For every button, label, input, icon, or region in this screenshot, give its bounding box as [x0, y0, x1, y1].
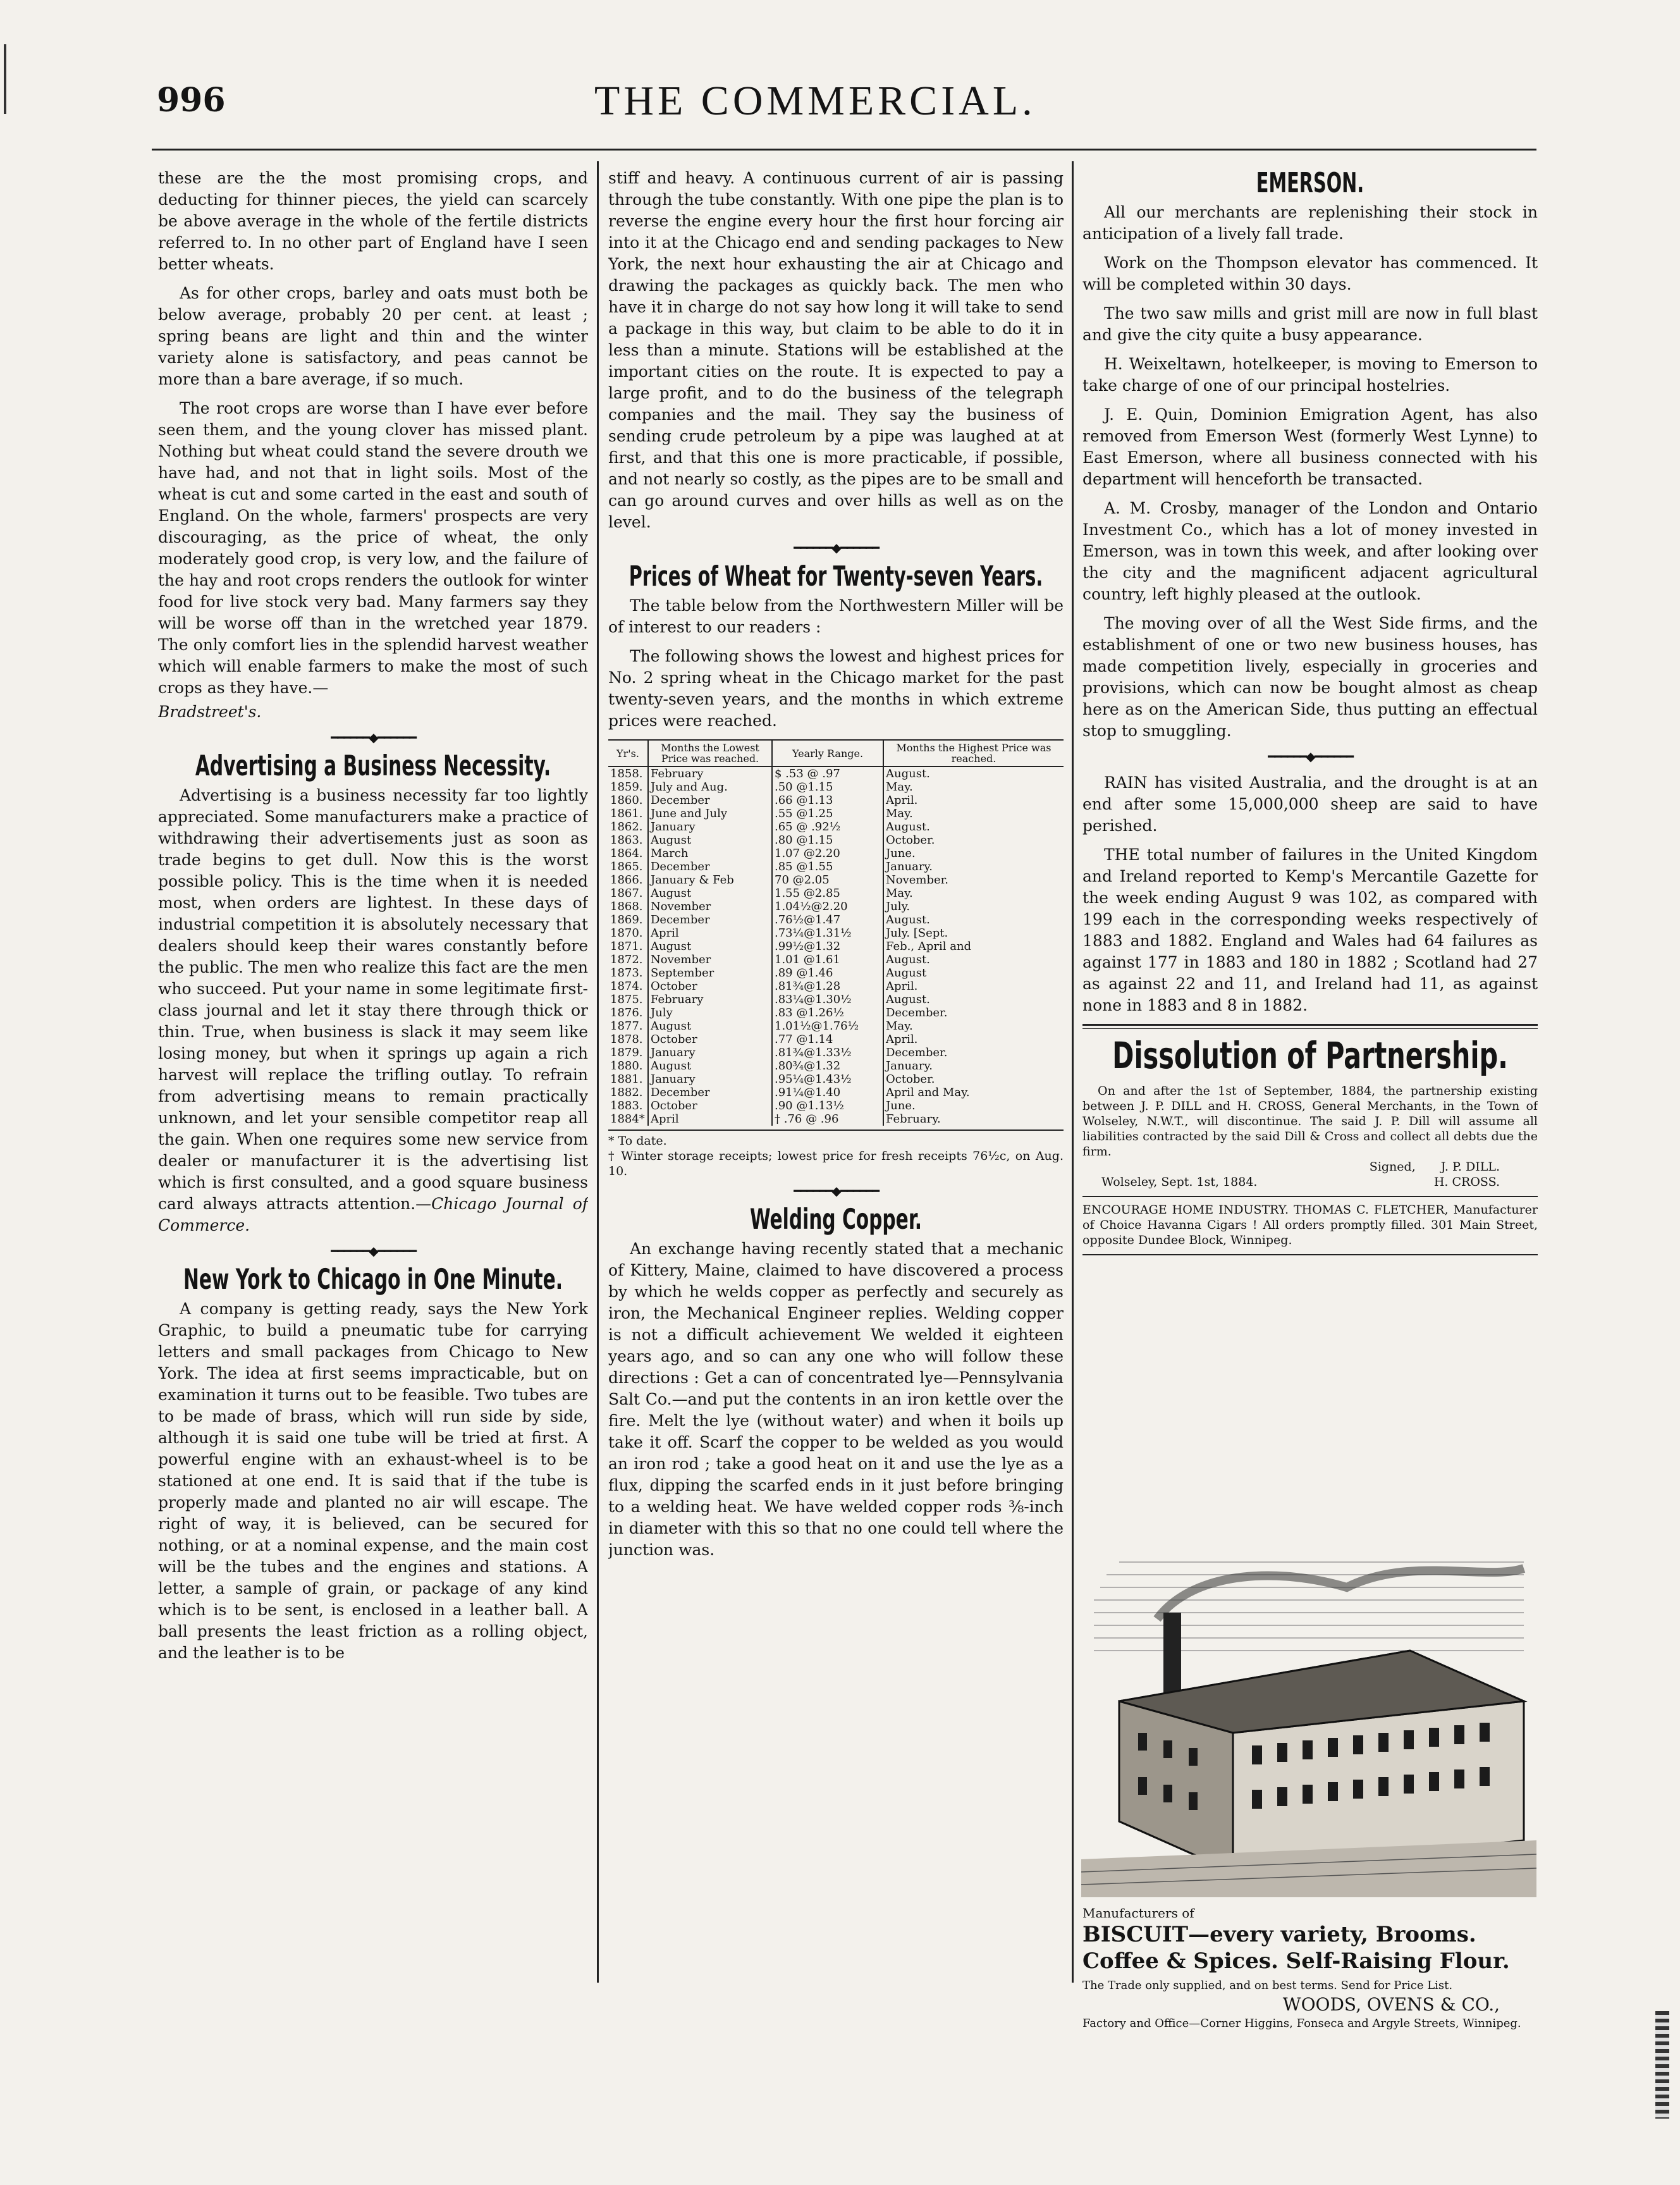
table-cell: June. [883, 1099, 1064, 1112]
table-cell: January & Feb [648, 873, 772, 887]
paragraph: The following shows the lowest and highest prices for No. 2 spring wheat in the Chicago market for the past twenty-seven years, and the months in which extreme prices were reached. [608, 647, 1064, 730]
trade-terms: The Trade only supplied, and on best terms. Send for Price List. [1082, 1979, 1453, 1992]
place-date: Wolseley, Sept. 1st, 1884. [1101, 1175, 1258, 1189]
table-cell: .89 @1.46 [772, 966, 883, 980]
table-cell: 1870. [610, 926, 643, 940]
table-cell: 1860. [610, 794, 643, 807]
paragraph: H. Weixeltawn, hotelkeeper, is moving to Emerson to take charge of one of our principal hostelries. [1082, 355, 1538, 395]
table-cell: 1866. [610, 873, 643, 887]
table-cell: October [648, 1099, 772, 1112]
table-cell: April. [883, 1033, 1064, 1046]
table-cell: .66 @1.13 [772, 794, 883, 807]
ad-divider [1082, 1254, 1538, 1255]
table-row [608, 873, 1064, 887]
table-cell: January. [883, 1059, 1064, 1073]
table-cell: 1875. [610, 993, 643, 1006]
table-cell: February [648, 993, 772, 1006]
table-cell: .80 @1.15 [772, 834, 883, 847]
table-cell: April. [883, 794, 1064, 807]
table-row [608, 834, 1064, 847]
table-cell: 1871. [610, 940, 643, 953]
paragraph-text: Advertising is a business necessity far too lightly appreciated. Some manufacturers make a practice of withdrawing their advertisements just as soon as trade begins to get dull. Now this is the worst possible policy. This is the time when it is needed most, when orders are lightest. In these days of industrial competition it is absolutely necessary that dealers should keep their wares constantly before the public. The men who realize this fact are the men who succeed. Put your name in some legitimate first-class journal and let it stay there through thick or thin. True, when business is slack it may seem like losing money, but when it springs up again a rich harvest will replace the trifling outlay. To refrain from advertising means to remain practically unknown, and let your sensible competitor reap all the gain. When one requires some new service from dealer or manufacturer it is the advertising list which is first consulted, and a good square business card always attracts attention.— [158, 786, 588, 1213]
table-row [608, 940, 1064, 953]
table-row [608, 980, 1064, 993]
table-cell: 1865. [610, 860, 643, 873]
table-cell: November. [883, 873, 1064, 887]
table-cell: December. [883, 1006, 1064, 1019]
page-title: THE COMMERCIAL. [594, 78, 1036, 124]
signature-cross: H. CROSS. [1433, 1175, 1500, 1189]
table-cell: December [648, 860, 772, 873]
table-row [608, 1059, 1064, 1073]
table-cell: 1869. [610, 913, 643, 926]
heading-emerson: EMERSON. [1256, 168, 1364, 199]
table-cell: .95¼@1.43½ [772, 1073, 883, 1086]
table-cell: December [648, 913, 772, 926]
table-cell: April [648, 926, 772, 940]
table-row [608, 1006, 1064, 1019]
table-cell: January [648, 820, 772, 834]
table-cell: November [648, 953, 772, 966]
header-rule [152, 149, 1536, 151]
table-cell: August [648, 834, 772, 847]
table-cell: 1882. [610, 1086, 643, 1099]
ornamental-rule: ━━━━━━◆━━━━━━ [331, 730, 415, 745]
paragraph: The two saw mills and grist mill are now in full blast and give the city quite a busy appearance. [1082, 304, 1538, 344]
paragraph [158, 785, 588, 1236]
firm-name: WOODS, OVENS & CO., [1282, 1994, 1500, 2015]
paragraph: A. M. Crosby, manager of the London and Ontario Investment Co., which has a lot of money invested in Emerson, was in town this week, and after looking over the city and the magnificent adjacent agricultural country, left highly pleased at the outlook. [1082, 499, 1538, 603]
table-row [608, 1086, 1064, 1099]
table-cell: 1876. [610, 1006, 643, 1019]
column-2 [608, 168, 1064, 1976]
table-row [608, 926, 1064, 940]
table-header-row [608, 740, 1064, 766]
heading-advertising: Advertising a Business Necessity. [195, 749, 551, 782]
table-cell: .81¾@1.33½ [772, 1046, 883, 1059]
table-cell: August. [883, 993, 1064, 1006]
table-cell: .65 @ .92½ [772, 820, 883, 834]
table-cell: June. [883, 847, 1064, 860]
table-cell: 1.07 @2.20 [772, 847, 883, 860]
table-cell: January [648, 1046, 772, 1059]
table-cell: 1859. [610, 780, 643, 794]
table-cell: .83¼@1.30½ [772, 993, 883, 1006]
table-body [608, 766, 1064, 1126]
paragraph: THE total number of failures in the United Kingdom and Ireland reported to Kemp's Mercantile Gazette for the week ending August 9 was 102, as compared with 199 each in the corresponding weeks respectively of 1883 and 1882. England and Wales had 64 failures as against 177 in 1883 and 180 in 1882 ; Scotland had 27 as against 22 and 11, and Ireland had 11, as against none in 1883 and 8 in 1882. [1082, 846, 1538, 1014]
table-footnote: * To date. [608, 1129, 1064, 1148]
table-cell: July. [Sept. [883, 926, 1064, 940]
table-cell: 1881. [610, 1073, 643, 1086]
firm-address: Factory and Office—Corner Higgins, Fonseca and Argyle Streets, Winnipeg. [1082, 2017, 1521, 2030]
table-row [608, 860, 1064, 873]
table-cell: February. [883, 1112, 1064, 1126]
ad-signature-line [1082, 1159, 1538, 1174]
table-row [608, 807, 1064, 820]
table-cell: 1.01 @1.61 [772, 953, 883, 966]
table-row [608, 953, 1064, 966]
table-row [608, 1019, 1064, 1033]
paragraph: A company is getting ready, says the New York Graphic, to build a pneumatic tube for carrying letters and small packages from Chicago to New York. The idea at first seems impracticable, but on examination it turns out to be feasible. Two tubes are to be made of brass, which will run side by side, although it is said one tube will be tried at first. A powerful engine with an exhaust-wheel is to be stationed at one end. It is said that if the tube is properly made and planted no air will escape. The right of way, it is believed, can be secured for nothing, or at a nominal expense, and the main cost will be the tubes and the engines and stations. A letter, a sample of grain, or package of any kind which is to be sent, is enclosed in a leather ball. A ball presents the least friction as a rolling object, and the leather is to be [158, 1300, 588, 1662]
page-number: 996 [157, 81, 226, 120]
paragraph: All our merchants are replenishing their stock in anticipation of a lively fall trade. [1082, 203, 1538, 243]
table-row [608, 1112, 1064, 1126]
heading-wheat-prices: Prices of Wheat for Twenty-seven Years. [628, 560, 1043, 593]
table-cell: July and Aug. [648, 780, 772, 794]
table-cell: .73¼@1.31½ [772, 926, 883, 940]
table-cell: .55 @1.25 [772, 807, 883, 820]
table-cell: August [648, 1019, 772, 1033]
table-cell: March [648, 847, 772, 860]
product-line-2: Coffee & Spices. Self-Raising Flour. [1082, 1948, 1510, 1974]
table-cell: 1867. [610, 887, 643, 900]
ad-home-industry: ENCOURAGE HOME INDUSTRY. THOMAS C. FLETCHER, Manufacturer of Choice Havanna Cigars ! All orders promptly filled. 301 Main Street, opposite Dundee Block, Winnipeg. [1082, 1203, 1538, 1247]
table-row [608, 1073, 1064, 1086]
ad-dissolution-title: Dissolution of Partnership. [1112, 1034, 1508, 1077]
table-cell: December [648, 1086, 772, 1099]
table-cell: October. [883, 1073, 1064, 1086]
table-cell: August [648, 940, 772, 953]
table-cell: October [648, 1033, 772, 1046]
table-row [608, 1033, 1064, 1046]
paragraph: Work on the Thompson elevator has commenced. It will be completed within 30 days. [1082, 254, 1538, 293]
table-cell: April and May. [883, 1086, 1064, 1099]
paragraph: these are the the most promising crops, and deducting for thinner pieces, the yield can scarcely be above average in the whole of the fertile districts referred to. In no other part of England have I seen better wheats. [158, 169, 588, 273]
factory-illustration [1081, 1543, 1536, 1897]
ornamental-rule: ━━━━━━◆━━━━━━ [794, 1183, 878, 1198]
table-cell: August. [883, 766, 1064, 780]
table-cell: October. [883, 834, 1064, 847]
table-cell: September [648, 966, 772, 980]
table-cell: 1.55 @2.85 [772, 887, 883, 900]
table-cell: 1861. [610, 807, 643, 820]
table-cell: 1858. [610, 767, 643, 780]
table-cell: 1872. [610, 953, 643, 966]
table-cell: 1877. [610, 1019, 643, 1033]
paragraph: The table below from the Northwestern Miller will be of interest to our readers : [608, 596, 1064, 636]
table-cell: .81¾@1.28 [772, 980, 883, 993]
table-cell: .85 @1.55 [772, 860, 883, 873]
table-cell: 1868. [610, 900, 643, 913]
left-edge-mark [4, 44, 6, 114]
table-cell: November [648, 900, 772, 913]
table-row [608, 820, 1064, 834]
table-cell: August. [883, 953, 1064, 966]
source-text: Bradstreet's. [158, 703, 262, 721]
table-row [608, 780, 1064, 794]
table-row [608, 1046, 1064, 1059]
table-cell: February [648, 766, 772, 780]
ornamental-rule: ━━━━━━◆━━━━━━ [1268, 749, 1352, 764]
table-cell: 1.04½@2.20 [772, 900, 883, 913]
table-cell: 1873. [610, 966, 643, 980]
table-cell: 1879. [610, 1046, 643, 1059]
paragraph: RAIN has visited Australia, and the drought is at an end after some 15,000,000 sheep are said to have perished. [1082, 773, 1538, 835]
table-cell: .80¾@1.32 [772, 1059, 883, 1073]
table-cell: 1874. [610, 980, 643, 993]
manufacturers-label: Manufacturers of [1082, 1905, 1194, 1921]
table-cell: May. [883, 807, 1064, 820]
table-cell: April. [883, 980, 1064, 993]
ornamental-rule: ━━━━━━◆━━━━━━ [794, 540, 878, 555]
ad-signature-line [1082, 1174, 1538, 1190]
table-cell: 1883. [610, 1099, 643, 1112]
table-row [608, 900, 1064, 913]
source-credit [158, 701, 588, 723]
table-cell: October [648, 980, 772, 993]
table-row [608, 1099, 1064, 1112]
table-cell: May. [883, 887, 1064, 900]
column-header: Yr's. [608, 740, 648, 766]
ad-woods-ovens [1082, 1905, 1538, 2031]
table-cell: 1863. [610, 834, 643, 847]
table-row [608, 766, 1064, 780]
column-divider-2 [1072, 161, 1074, 1983]
column-divider-1 [597, 161, 599, 1983]
table-cell: .50 @1.15 [772, 780, 883, 794]
table-cell: May. [883, 780, 1064, 794]
paragraph [158, 398, 588, 699]
table-cell: August [883, 966, 1064, 980]
table-cell: 1884* [610, 1112, 645, 1126]
table-cell: August [648, 1059, 772, 1073]
ad-divider [1082, 1196, 1538, 1197]
table-row [608, 993, 1064, 1006]
table-cell: 1.01½@1.76½ [772, 1019, 883, 1033]
table-cell: .91¼@1.40 [772, 1086, 883, 1099]
table-cell: 1880. [610, 1059, 643, 1073]
table-cell: .83 @1.26½ [772, 1006, 883, 1019]
table-cell: August [648, 887, 772, 900]
table-row [608, 794, 1064, 807]
table-cell: December [648, 794, 772, 807]
table-row [608, 966, 1064, 980]
table-cell: .99½@1.32 [772, 940, 883, 953]
table-cell: July [648, 1006, 772, 1019]
column-1 [158, 168, 588, 1976]
column-header: Months the Lowest Price was reached. [648, 740, 772, 766]
table-cell: January. [883, 860, 1064, 873]
paragraph: An exchange having recently stated that a mechanic of Kittery, Maine, claimed to have discovered a process by which he welds copper as perfectly and securely as iron, the Mechanical Engineer replies. Welding copper is not a difficult achievement We welded it eighteen years ago, and so can any one who will follow these directions : Get a can of concentrated lye—Pennsylvania Salt Co.—and put the contents in an iron kettle over the fire. Melt the lye (without water) and when it boils up take it off. Scarf the copper to be welded as you would an iron rod ; take a good heat on it and use the lye as a flux, dipping the scarfed ends in it just before bringing to a welding heat. We have welded copper rods ⅜-inch in diameter with this so that no one could tell where the junction was. [608, 1240, 1064, 1559]
table-cell: 70 @2.05 [772, 873, 883, 887]
table-cell: June and July [648, 807, 772, 820]
table-cell: .90 @1.13½ [772, 1099, 883, 1112]
table-row [608, 887, 1064, 900]
table-cell: July. [883, 900, 1064, 913]
column-header: Months the Highest Price was reached. [883, 740, 1064, 766]
table-cell: $ .53 @ .97 [772, 766, 883, 780]
table-cell: Feb., April and [883, 940, 1064, 953]
ad-divider [1082, 1024, 1538, 1029]
ad-dissolution-body: On and after the 1st of September, 1884, the partnership existing between J. P. DILL and H. CROSS, General Merchants, in the Town of Wolseley, N.W.T., will discontinue. The said J. P. Dill will assume all liabilities contracted by the said Dill & Cross and collect all debts due the firm. [1082, 1084, 1538, 1159]
source-text: Chicago Journal of Commerce. [158, 1195, 588, 1234]
table-cell: May. [883, 1019, 1064, 1033]
table-cell: † .76 @ .96 [772, 1112, 883, 1126]
paragraph: stiff and heavy. A continuous current of air is passing through the tube constantly. With one pipe the plan is to reverse the engine every hour the first hour forcing air into it at the Chicago end and sending packages to New York, the next hour exhausting the air at Chicago and drawing the packages as quickly back. The men who have it in charge do not say how long it will take to send a package in this way, but claim to be able to do it in less than a minute. Stations will be established at the important cities on the route. It is expected to pay a large profit, and to do the business of the telegraph companies and the mail. They say the business of sending crude petroleum by a pipe was laughed at at first, and that this one is more practicable, if possible, and not nearly so costly, as the pipes are to be small and can go around curves and over hills as well as on the level. [608, 169, 1064, 531]
heading-welding-copper: Welding Copper. [749, 1202, 923, 1236]
paragraph: As for other crops, barley and oats must both be below average, probably 20 per cent. at least ; spring beans are light and thin and the winter variety alone is satisfactory, and peas cannot be more than a bare average, if so much. [158, 284, 588, 388]
table-cell: April [648, 1112, 772, 1126]
table-row [608, 913, 1064, 926]
paragraph: J. E. Quin, Dominion Emigration Agent, has also removed from Emerson West (formerly West Lynne) to East Emerson, where all business connected with his department will henceforth be transacted. [1082, 405, 1538, 488]
table-cell: December. [883, 1046, 1064, 1059]
column-header: Yearly Range. [772, 740, 883, 766]
table-cell: 1878. [610, 1033, 643, 1046]
right-edge-mark [1655, 2011, 1669, 2119]
ornamental-rule: ━━━━━━◆━━━━━━ [331, 1243, 415, 1259]
paragraph: The moving over of all the West Side firms, and the establishment of one or two new business houses, has made competition lively, especially in groceries and provisions, which can now be bought almost as cheap here as on the American Side, thus putting an effectual stop to smuggling. [1082, 614, 1538, 740]
table-footnote: † Winter storage receipts; lowest price for fresh receipts 76½c, on Aug. 10. [608, 1149, 1064, 1178]
table-row [608, 847, 1064, 860]
product-line-1: BISCUIT—every variety, Brooms. [1082, 1922, 1476, 1947]
table-cell: .76½@1.47 [772, 913, 883, 926]
heading-new-york: New York to Chicago in One Minute. [183, 1262, 563, 1296]
wheat-price-table [608, 739, 1064, 1126]
table-cell: .77 @1.14 [772, 1033, 883, 1046]
table-cell: January [648, 1073, 772, 1086]
signature-dill: J. P. DILL. [1440, 1160, 1500, 1174]
table-cell: August. [883, 913, 1064, 926]
paragraph-text: The root crops are worse than I have ever before seen them, and the young clover has missed plant. Nothing but wheat could stand the severe drouth we have had, and not that in light soils. Most of the wheat is cut and some carted in the east and south of England. On the whole, farmers' prospects are very discouraging, as the price of wheat, the only moderately good crop, is very low, and the failure of the hay and root crops renders the outlook for winter food for live stock very bad. Many farmers say they will be worse off than in the wretched year 1879. The only comfort lies in the splendid harvest weather which will enable farmers to make the most of such crops as they have.— [158, 399, 588, 697]
table-cell: 1862. [610, 820, 643, 834]
signed-label: Signed, [1369, 1160, 1416, 1174]
table-cell: 1864. [610, 847, 643, 860]
table-cell: August. [883, 820, 1064, 834]
